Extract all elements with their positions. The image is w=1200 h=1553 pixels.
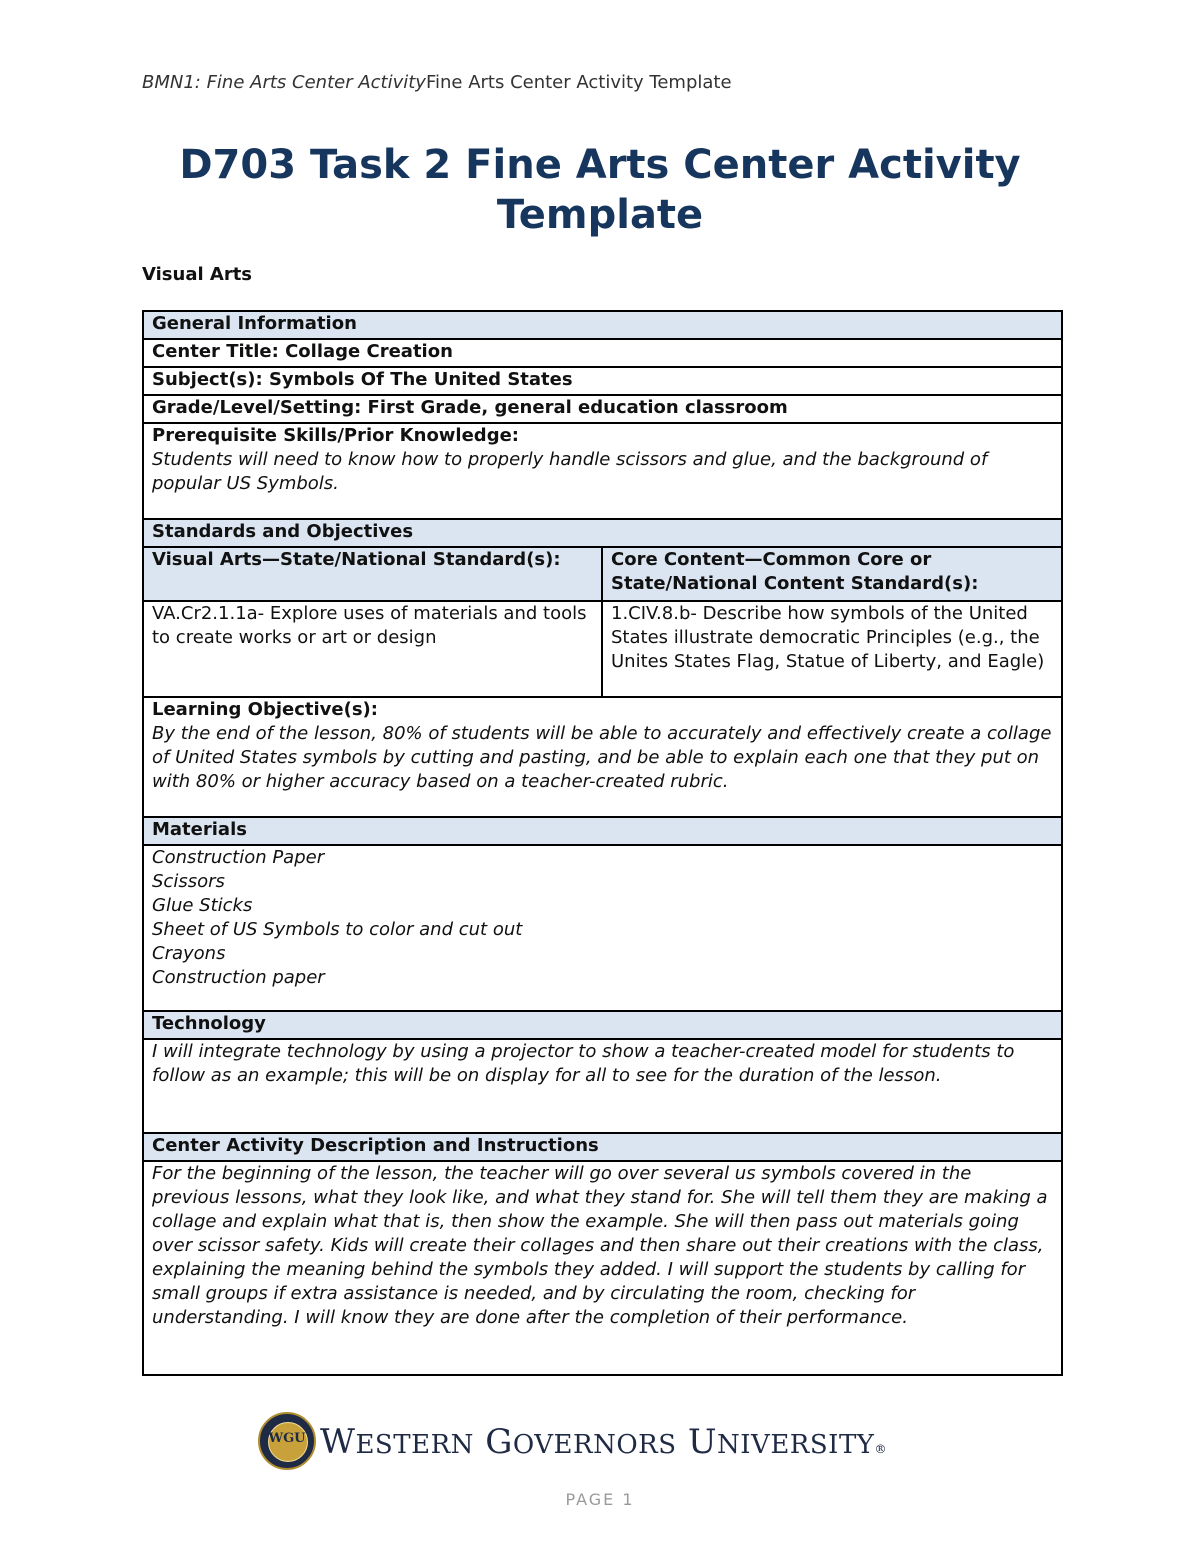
running-header xyxy=(142,72,732,93)
materials-item: Construction Paper xyxy=(152,847,325,868)
wgu-logo xyxy=(258,1412,908,1470)
header-doc-name: Fine Arts Center Activity Template xyxy=(425,72,732,93)
visual-arts-standard-text: VA.Cr2.1.1a- Explore uses of materials and tools to create works or art or design xyxy=(143,601,602,697)
prerequisite-label: Prerequisite Skills/Prior Knowledge: xyxy=(152,425,519,446)
activity-template-table xyxy=(142,310,1063,1376)
core-content-standards-header: Core Content—Common Core or State/National Content Standard(s): xyxy=(602,547,1062,601)
general-information-header: General Information xyxy=(143,311,1062,339)
activity-description-header: Center Activity Description and Instructions xyxy=(143,1133,1062,1161)
activity-description-text: For the beginning of the lesson, the teacher will go over several us symbols covered in the previous lessons, what they look like, and what they stand for. She will tell them they are making a collage and explain what that is, then show the example. She will then pass out materials going over scissor safety. Kids will create their collages and then share out their creations with the class, explaining the meaning behind the symbols they added. I will support the students by calling for small groups if extra assistance is needed, and by circulating the room, checking for understanding. I will know they are done after the completion of their performance. xyxy=(143,1161,1062,1375)
materials-item: Sheet of US Symbols to color and cut out xyxy=(152,919,523,940)
core-content-standard-text: 1.CIV.8.b- Describe how symbols of the United States illustrate democratic Principles (e.g., the Unites States Flag, Statue of Liberty, and Eagle) xyxy=(602,601,1062,697)
subjects-row: Subject(s): Symbols Of The United States xyxy=(143,367,1062,395)
materials-item: Construction paper xyxy=(152,967,325,988)
learning-objective-text: By the end of the lesson, 80% of students will be able to accurately and effectively create a collage of United States symbols by cutting and pasting, and be able to explain each one that they put on with 80% or higher accuracy based on a teacher-created rubric. xyxy=(152,723,1052,792)
section-label: Visual Arts xyxy=(142,264,253,285)
materials-list xyxy=(143,845,1062,1011)
standards-header: Standards and Objectives xyxy=(143,519,1062,547)
grade-level-row: Grade/Level/Setting: First Grade, general education classroom xyxy=(143,395,1062,423)
materials-item: Glue Sticks xyxy=(152,895,253,916)
technology-text: I will integrate technology by using a projector to show a teacher-created model for students to follow as an example; this will be on display for all to see for the duration of the lesson. xyxy=(143,1039,1062,1133)
prerequisite-cell xyxy=(143,423,1062,519)
title-line-2: Template xyxy=(496,192,704,238)
seal-letters: WGU xyxy=(268,1431,306,1446)
materials-header: Materials xyxy=(143,817,1062,845)
title-line-1: D703 Task 2 Fine Arts Center Activity xyxy=(179,142,1021,188)
center-title-row: Center Title: Collage Creation xyxy=(143,339,1062,367)
header-course: BMN1: Fine Arts Center Activity xyxy=(142,72,426,93)
page-title xyxy=(100,140,1100,240)
materials-item: Scissors xyxy=(152,871,225,892)
university-seal-icon xyxy=(258,1412,316,1470)
learning-objective-cell xyxy=(143,697,1062,817)
learning-objective-label: Learning Objective(s): xyxy=(152,699,378,720)
university-wordmark: WESTERN GOVERNORS UNIVERSITY® xyxy=(320,1422,887,1462)
visual-arts-standards-header: Visual Arts—State/National Standard(s): xyxy=(143,547,602,601)
materials-item: Crayons xyxy=(152,943,226,964)
page-number: PAGE 1 xyxy=(565,1490,635,1509)
prerequisite-text: Students will need to know how to properly handle scissors and glue, and the background of popular US Symbols. xyxy=(152,449,988,494)
technology-header: Technology xyxy=(143,1011,1062,1039)
